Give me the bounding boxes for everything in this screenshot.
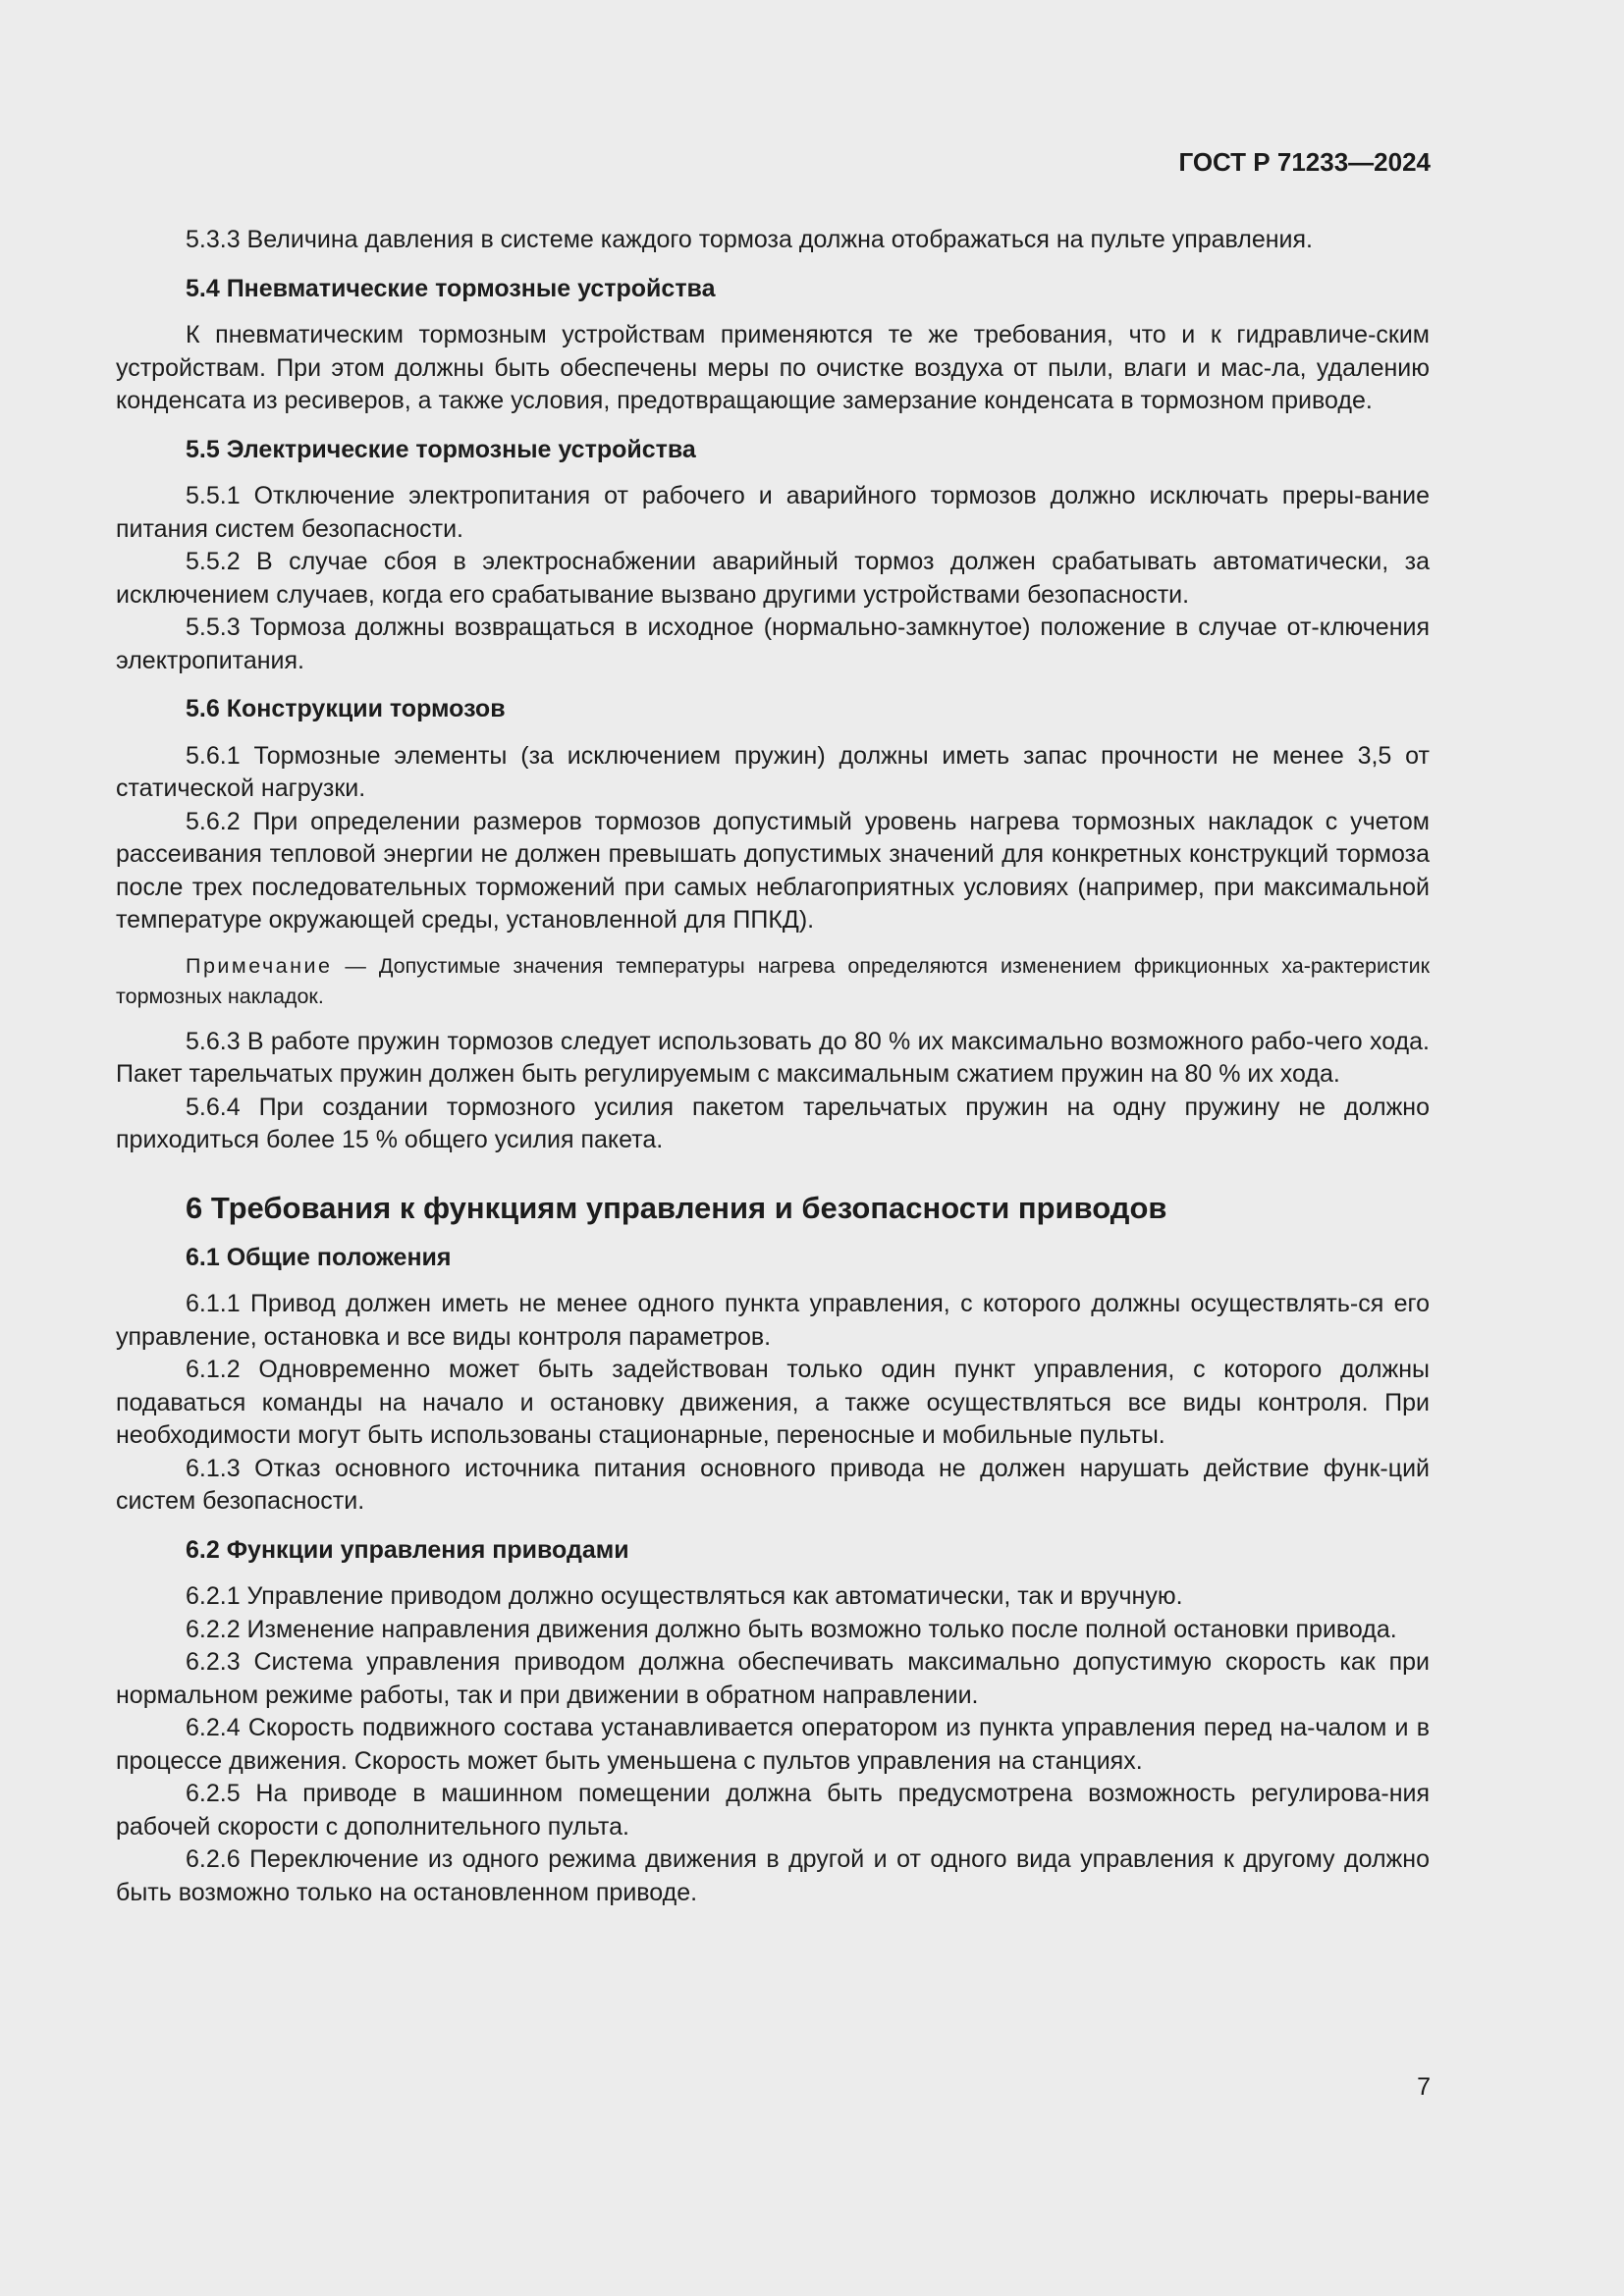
paragraph-5-5-3: 5.5.3 Тормоза должны возвращаться в исходное (нормально-замкнутое) положение в случае от-ключения электропитания. — [116, 614, 1430, 674]
paragraph-5-6-3: 5.6.3 В работе пружин тормозов следует использовать до 80 % их максимально возможного рабо-чего хода. Пакет тарельчатых пружин должен быть регулируемым с максимальным сжатием пружин на 80 % их хода. — [116, 1027, 1430, 1088]
paragraph-6-2-1: 6.2.1 Управление приводом должно осуществляться как автоматически, так и вручную. — [186, 1582, 1183, 1610]
heading-6-2: 6.2 Функции управления приводами — [186, 1535, 629, 1564]
heading-5-5: 5.5 Электрические тормозные устройства — [186, 435, 696, 463]
heading-6-1: 6.1 Общие положения — [186, 1243, 452, 1271]
paragraph-6-2-4: 6.2.4 Скорость подвижного состава устанавливается оператором из пункта управления перед на-чалом и в процессе движения. Скорость может быть уменьшена с пультов управления на станциях. — [116, 1714, 1430, 1775]
paragraph-5-6-4: 5.6.4 При создании тормозного усилия пакетом тарельчатых пружин на одну пружину не должно приходиться более 15 % общего усилия пакета. — [116, 1093, 1430, 1153]
document-body — [116, 224, 1430, 1909]
paragraph-6-2-6: 6.2.6 Переключение из одного режима движения в другой и от одного вида управления к другому должно быть возможно только на остановленном приводе. — [116, 1845, 1430, 1906]
paragraph-6-2-2: 6.2.2 Изменение направления движения должно быть возможно только после полной остановки привода. — [186, 1615, 1397, 1643]
paragraph-5-6-2: 5.6.2 При определении размеров тормозов допустимый уровень нагрева тормозных накладок с учетом рассеивания тепловой энергии не должен превышать допустимых значений для конкретных конструкций тормоза после трех последовательных торможений при самых неблагоприятных условиях (например, при максимальной температуре окружающей среды, установленной для ППКД). — [116, 807, 1430, 934]
note-label: Примечание — [186, 953, 333, 978]
page-number: 7 — [1417, 2073, 1431, 2101]
standard-number: ГОСТ Р 71233—2024 — [1178, 147, 1431, 177]
paragraph-6-2-3: 6.2.3 Система управления приводом должна обеспечивать максимально допустимую скорость как при нормальном режиме работы, так и при движении в обратном направлении. — [116, 1648, 1430, 1709]
paragraph-5-4: К пневматическим тормозным устройствам применяются те же требования, что и к гидравличе-ским устройствам. При этом должны быть обеспечены меры по очистке воздуха от пыли, влаги и мас-ла, удалению конденсата из ресиверов, а также условия, предотвращающие замерзание конденсата в тормозном приводе. — [116, 321, 1430, 414]
note — [116, 951, 1430, 1012]
paragraph-5-6-1: 5.6.1 Тормозные элементы (за исключением пружин) должны иметь запас прочности не менее 3,5 от статической нагрузки. — [116, 741, 1430, 802]
paragraph-5-5-2: 5.5.2 В случае сбоя в электроснабжении аварийный тормоз должен срабатывать автоматически, за исключением случаев, когда его срабатывание вызвано другими устройствами безопасности. — [116, 548, 1430, 609]
paragraph-6-1-3: 6.1.3 Отказ основного источника питания основного привода не должен нарушать действие функ-ций систем безопасности. — [116, 1454, 1430, 1515]
paragraph-5-5-1: 5.5.1 Отключение электропитания от рабочего и аварийного тормозов должно исключать преры-вание питания систем безопасности. — [116, 482, 1430, 543]
section-6-heading: 6 Требования к функциям управления и безопасности приводов — [186, 1190, 1167, 1225]
heading-5-4: 5.4 Пневматические тормозные устройства — [186, 274, 716, 302]
paragraph-5-3-3: 5.3.3 Величина давления в системе каждого тормоза должна отображаться на пульте управления. — [186, 226, 1313, 253]
note-text: — Допустимые значения температуры нагрева определяются изменением фрикционных ха-рактеристик тормозных накладок. — [116, 953, 1430, 1008]
paragraph-6-1-2: 6.1.2 Одновременно может быть задействован только один пункт управления, с которого должны подаваться команды на начало и остановку движения, а также осуществляться все виды контроля. При необходимости могут быть использованы стационарные, переносные и мобильные пульты. — [116, 1356, 1430, 1449]
paragraph-6-2-5: 6.2.5 На приводе в машинном помещении должна быть предусмотрена возможность регулирова-ния рабочей скорости с дополнительного пульта. — [116, 1780, 1430, 1841]
paragraph-6-1-1: 6.1.1 Привод должен иметь не менее одного пункта управления, с которого должны осуществлять-ся его управление, остановка и все виды контроля параметров. — [116, 1290, 1430, 1351]
heading-5-6: 5.6 Конструкции тормозов — [186, 695, 506, 722]
